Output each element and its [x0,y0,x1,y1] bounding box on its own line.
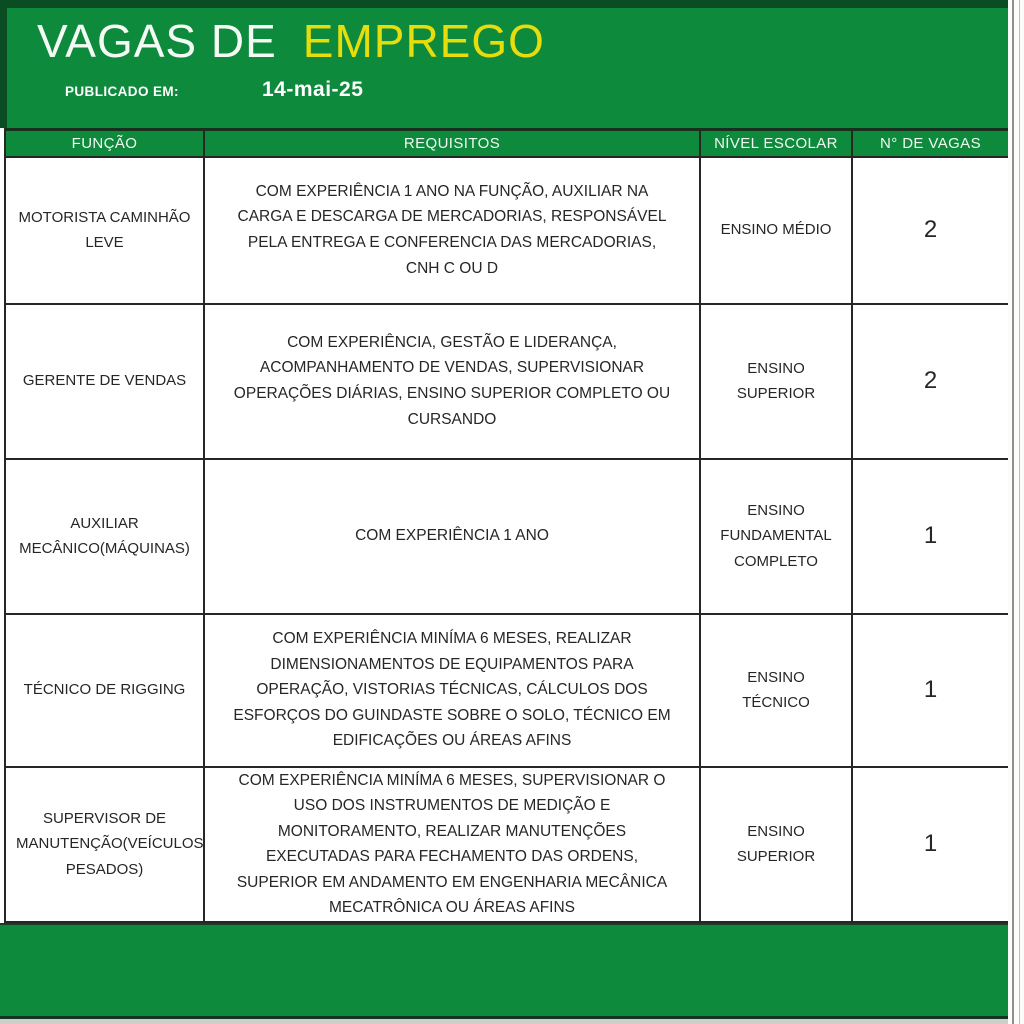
table-row [5,767,1009,922]
page-edge-line [1019,0,1020,1024]
cell-funcao: SUPERVISOR DE MANUTENÇÃO(VEÍCULOS PESADOS) [5,767,204,922]
cell-funcao: MOTORISTA CAMINHÃO LEVE [5,157,204,304]
cell-requisitos: COM EXPERIÊNCIA 1 ANO NA FUNÇÃO, AUXILIAR NA CARGA E DESCARGA DE MERCADORIAS, RESPONSÁVEL PELA ENTREGA E CONFERENCIA DAS MERCADORIAS, CNH C OU D [204,157,700,304]
masthead [0,0,1008,128]
column-header-n-de-vagas: N° DE VAGAS [852,130,1009,157]
cell-nivel-escolar: ENSINO MÉDIO [700,157,852,304]
table-header-row [5,130,1009,157]
column-header-requisitos: REQUISITOS [204,130,700,157]
bottom-strip [0,1019,1008,1024]
table-row [5,614,1009,767]
cell-vagas: 2 [852,304,1009,459]
page-title [37,14,545,68]
table-row [5,459,1009,614]
title-emprego: EMPREGO [302,15,545,67]
table-row [5,157,1009,304]
cell-vagas: 1 [852,767,1009,922]
cell-nivel-escolar: ENSINO TÉCNICO [700,614,852,767]
page-edge [1008,0,1024,1024]
page-edge-line [1012,0,1014,1024]
column-header-nivel-escolar: NÍVEL ESCOLAR [700,130,852,157]
cell-nivel-escolar: ENSINO SUPERIOR [700,304,852,459]
published-label: PUBLICADO EM: [65,84,179,99]
cell-requisitos: COM EXPERIÊNCIA 1 ANO [204,459,700,614]
table-row [5,304,1009,459]
published-date: 14-mai-25 [262,78,364,101]
cell-requisitos: COM EXPERIÊNCIA MINÍMA 6 MESES, SUPERVISIONAR O USO DOS INSTRUMENTOS DE MEDIÇÃO E MONITORAMENTO, REALIZAR MANUTENÇÕES EXECUTADAS PARA FECHAMENTO DAS ORDENS, SUPERIOR EM ANDAMENTO EM ENGENHARIA MECÂNICA MECATRÔNICA OU ÁREAS AFINS [204,767,700,922]
cell-funcao: GERENTE DE VENDAS [5,304,204,459]
cell-vagas: 1 [852,459,1009,614]
column-header-funcao: FUNÇÃO [5,130,204,157]
cell-funcao: AUXILIAR MECÂNICO(MÁQUINAS) [5,459,204,614]
vacancies-table [4,128,1010,923]
cell-vagas: 1 [852,614,1009,767]
cell-requisitos: COM EXPERIÊNCIA MINÍMA 6 MESES, REALIZAR DIMENSIONAMENTOS DE EQUIPAMENTOS PARA OPERAÇÃO, VISTORIAS TÉCNICAS, CÁLCULOS DOS ESFORÇOS DO GUINDASTE SOBRE O SOLO, TÉCNICO EM EDIFICAÇÕES OU ÁREAS AFINS [204,614,700,767]
cell-vagas: 2 [852,157,1009,304]
cell-funcao: TÉCNICO DE RIGGING [5,614,204,767]
title-vagas-de: VAGAS DE [37,15,277,67]
cell-nivel-escolar: ENSINO FUNDAMENTAL COMPLETO [700,459,852,614]
cell-nivel-escolar: ENSINO SUPERIOR [700,767,852,922]
footer-band [0,923,1008,1019]
cell-requisitos: COM EXPERIÊNCIA, GESTÃO E LIDERANÇA, ACOMPANHAMENTO DE VENDAS, SUPERVISIONAR OPERAÇÕES DIÁRIAS, ENSINO SUPERIOR COMPLETO OU CURSANDO [204,304,700,459]
